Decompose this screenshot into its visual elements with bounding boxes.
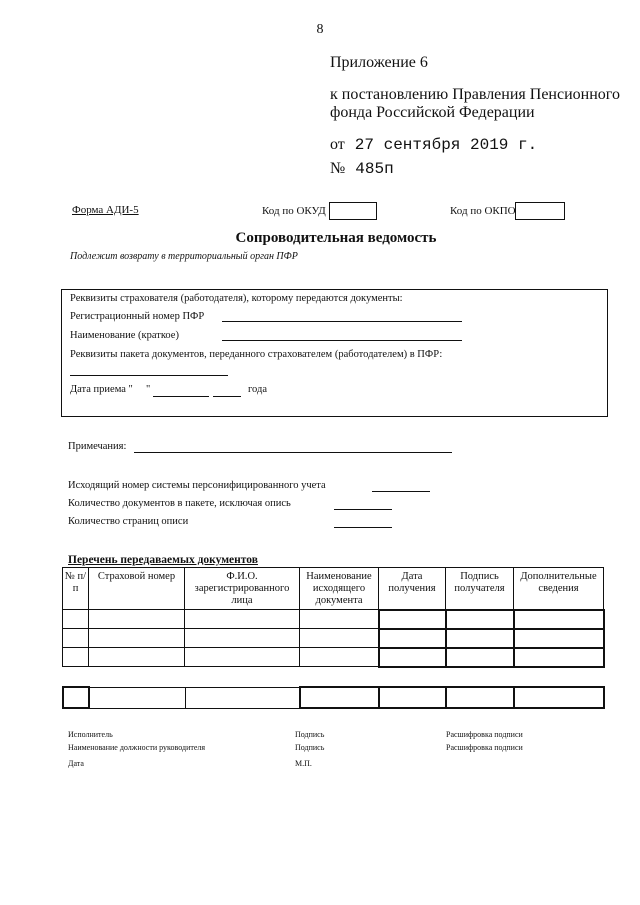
okud-label: Код по ОКУД <box>262 205 326 217</box>
table-cell[interactable] <box>63 648 89 667</box>
number-value: 485п <box>355 160 394 178</box>
table-cell[interactable] <box>89 648 185 667</box>
column-header: Дополнительные сведения <box>514 568 604 610</box>
appendix-line-2: фонда Российской Федерации <box>330 104 535 121</box>
date-prefix: от <box>330 136 345 153</box>
table-cell[interactable] <box>63 629 89 648</box>
document-title: Сопроводительная ведомость <box>235 230 437 246</box>
table-cell[interactable] <box>63 687 89 708</box>
receipt-date-label: Дата приема " <box>70 384 133 395</box>
reg-number-label: Регистрационный номер ПФР <box>70 311 205 322</box>
return-note: Подлежит возврату в территориальный орган ПФР <box>70 251 298 262</box>
table-cell[interactable] <box>446 648 514 667</box>
outgoing-number-field[interactable] <box>372 491 430 492</box>
table-cell[interactable] <box>300 629 379 648</box>
table-cell[interactable] <box>514 629 604 648</box>
table-cell[interactable] <box>63 610 89 629</box>
table-cell[interactable] <box>379 610 446 629</box>
package-label: Реквизиты пакета документов, переданного страхователем (работодателем) в ПФР: <box>70 349 443 360</box>
table-cell[interactable] <box>185 648 300 667</box>
table-cell[interactable] <box>379 648 446 667</box>
okpo-label: Код по ОКПО <box>450 205 516 217</box>
receipt-date-year: года <box>248 384 267 395</box>
appendix-title: Приложение 6 <box>330 54 428 71</box>
table-row <box>63 687 604 708</box>
receipt-month-field[interactable] <box>153 396 209 397</box>
signature-label-2: Подпись <box>295 743 325 752</box>
date-value: 27 сентября 2019 г. <box>354 136 538 154</box>
stamp-label: М.П. <box>295 759 312 768</box>
column-header: № п/п <box>63 568 89 610</box>
table-row <box>63 648 604 667</box>
package-field[interactable] <box>70 375 228 376</box>
column-header: Наименование исходящего документа <box>300 568 379 610</box>
table-cell[interactable] <box>89 610 185 629</box>
table-cell[interactable] <box>300 687 379 708</box>
documents-table-last-row <box>62 686 605 709</box>
executor-label: Исполнитель <box>68 730 113 739</box>
receipt-year-field[interactable] <box>213 396 241 397</box>
outgoing-number-label: Исходящий номер системы персонифицированного учета <box>68 480 326 491</box>
receipt-date-quote: " <box>146 384 151 395</box>
docs-count-field[interactable] <box>334 509 392 510</box>
pages-count-field[interactable] <box>334 527 392 528</box>
head-position-label: Наименование должности руководителя <box>68 743 206 752</box>
documents-table <box>62 567 605 668</box>
table-cell[interactable] <box>185 687 300 708</box>
okud-field[interactable] <box>329 202 377 220</box>
column-header: Подпись получателя <box>446 568 514 610</box>
decoding-label-1: Расшифровка подписи <box>446 730 523 739</box>
column-header: Дата получения <box>379 568 446 610</box>
table-cell[interactable] <box>446 610 514 629</box>
table-cell[interactable] <box>514 687 604 708</box>
appendix-number <box>330 160 394 178</box>
column-header: Страховой номер <box>89 568 185 610</box>
insurer-header: Реквизиты страхователя (работодателя), которому передаются документы: <box>70 293 403 304</box>
decoding-label-2: Расшифровка подписи <box>446 743 523 752</box>
docs-count-label: Количество документов в пакете, исключая опись <box>68 498 291 509</box>
page-number: 8 <box>316 22 324 37</box>
signature-label-1: Подпись <box>295 730 325 739</box>
table-cell[interactable] <box>185 629 300 648</box>
number-prefix: № <box>330 160 346 177</box>
table-cell[interactable] <box>379 687 446 708</box>
table-cell[interactable] <box>446 687 514 708</box>
documents-list-title: Перечень передаваемых документов <box>68 554 258 566</box>
table-cell[interactable] <box>379 629 446 648</box>
name-field[interactable] <box>222 340 462 341</box>
appendix-date <box>330 136 537 154</box>
form-code: Форма АДИ-5 <box>72 204 139 216</box>
pages-count-label: Количество страниц описи <box>68 516 189 527</box>
okpo-field[interactable] <box>515 202 565 220</box>
table-cell[interactable] <box>89 629 185 648</box>
date-label: Дата <box>68 759 84 768</box>
table-cell[interactable] <box>300 648 379 667</box>
table-cell[interactable] <box>300 610 379 629</box>
reg-number-field[interactable] <box>222 321 462 322</box>
appendix-line-1: к постановлению Правления Пенсионного <box>330 86 620 103</box>
table-cell[interactable] <box>185 610 300 629</box>
notes-label: Примечания: <box>68 441 127 452</box>
table-header-row <box>63 568 604 610</box>
table-cell[interactable] <box>514 648 604 667</box>
table-cell[interactable] <box>446 629 514 648</box>
table-cell[interactable] <box>89 687 185 708</box>
table-row <box>63 629 604 648</box>
column-header: Ф.И.О. зарегистрированного лица <box>185 568 300 610</box>
table-cell[interactable] <box>514 610 604 629</box>
table-row <box>63 610 604 629</box>
name-label: Наименование (краткое) <box>70 330 179 341</box>
notes-field[interactable] <box>134 452 452 453</box>
